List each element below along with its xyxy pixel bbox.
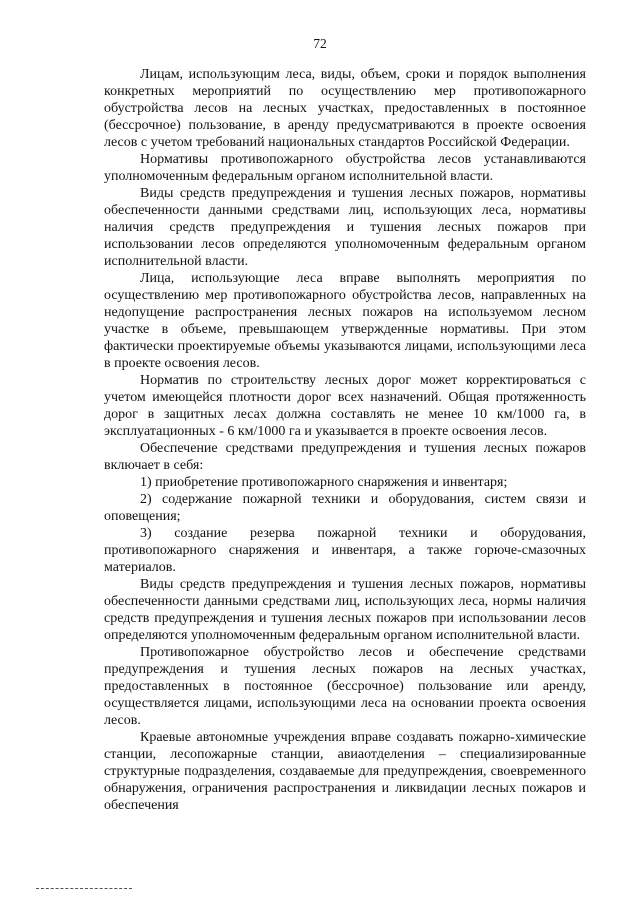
page-number: 72 (313, 36, 327, 51)
footnote-separator (36, 888, 132, 889)
paragraph: Противопожарное обустройство лесов и обеспечение средствами предупреждения и тушения лесных пожаров на лесных участках, предоставленных в постоянное (бессрочное) пользование или аренду, осуществляется лицами, использующими леса на основании проекта освоения лесов. (104, 645, 586, 728)
paragraph: Норматив по строительству лесных дорог может корректироваться с учетом имеющейся плотности дорог всех назначений. Общая протяженность дорог в защитных лесах должна составлять не менее 10 км/1000 га, в эксплуатационных - 6 км/1000 га и указывается в проекте освоения лесов. (104, 373, 586, 439)
list-item: 1) приобретение противопожарного снаряжения и инвентаря; (140, 475, 508, 490)
paragraph: Обеспечение средствами предупреждения и тушения лесных пожаров включает в себя: (104, 441, 586, 473)
paragraph: Виды средств предупреждения и тушения лесных пожаров, нормативы обеспеченности данными средствами лиц, использующих леса, нормативы наличия средств предупреждения и тушения лесных пожаров при использовании лесов определяются уполномоченным федеральным органом исполнительной власти. (104, 186, 586, 269)
paragraph: Виды средств предупреждения и тушения лесных пожаров, нормативы обеспеченности данными средствами лиц, использующих леса, нормы наличия средств предупреждения и тушения лесных пожаров при использовании лесов определяются уполномоченным федеральным органом исполнительной власти. (104, 577, 586, 643)
paragraph: Лица, использующие леса вправе выполнять мероприятия по осуществлению мер противопожарного обустройства лесов, направленных на недопущение распространения лесных пожаров на используемом лесном участке в объеме, превышающем утвержденные нормативы. При этом фактически проектируемые объемы указываются лицами, использующими леса в проекте освоения лесов. (104, 271, 586, 371)
list-item: 3) создание резерва пожарной техники и оборудования, противопожарного снаряжения и инвентаря, а также горюче-смазочных материалов. (104, 526, 586, 575)
paragraph: Лицам, использующим леса, виды, объем, сроки и порядок выполнения конкретных мероприятий по осуществлению мер противопожарного обустройства лесов на лесных участках, предоставленных в постоянное (бессрочное) пользование, в аренду предусматриваются в проекте освоения лесов с учетом требований национальных стандартов Российской Федерации. (104, 67, 586, 150)
paragraph: Нормативы противопожарного обустройства лесов устанавливаются уполномоченным федеральным органом исполнительной власти. (104, 152, 586, 184)
body-text (104, 66, 586, 814)
list-item: 2) содержание пожарной техники и оборудования, систем связи и оповещения; (104, 492, 586, 524)
paragraph: Краевые автономные учреждения вправе создавать пожарно-химические станции, лесопожарные станции, авиаотделения – специализированные структурные подразделения, создаваемые для предупреждения, своевременного обнаружения, ограничения распространения и ликвидации лесных пожаров и обеспечения (104, 730, 586, 813)
